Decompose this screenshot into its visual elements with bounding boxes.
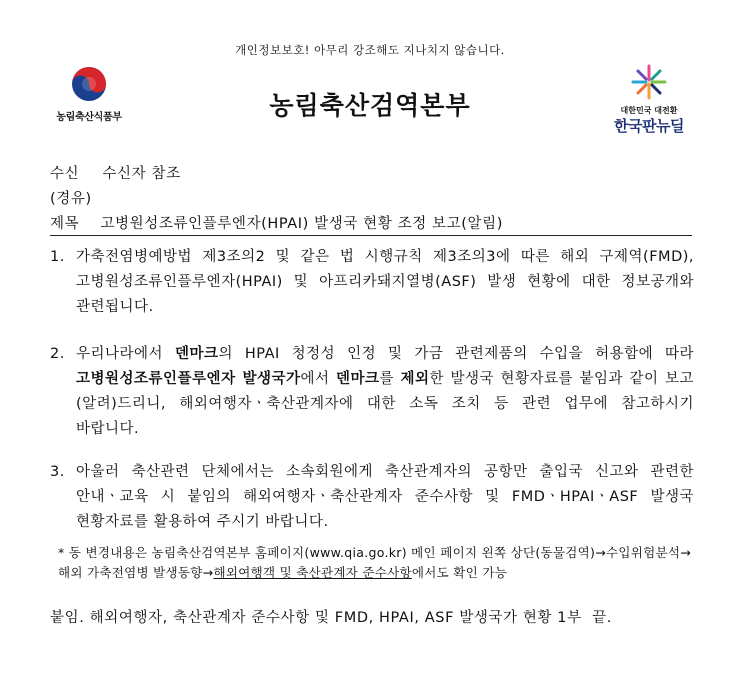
paragraph-number: 2. (50, 346, 65, 362)
new-deal-tagline: 대한민국 대전환 (620, 106, 678, 115)
recipient-value: 수신자 참조 (102, 166, 181, 182)
reference-note (58, 543, 698, 583)
paragraph-2 (50, 342, 694, 442)
paragraph-number: 1. (50, 249, 65, 265)
subject-line (50, 212, 503, 233)
new-deal-starburst-icon (629, 64, 669, 100)
underlined-run: 해외여행객 및 축산관계자 준수사항 (213, 565, 412, 580)
text-run: 에서 (300, 371, 336, 387)
header-divider (50, 235, 692, 236)
privacy-notice: 개인정보보호! 아무리 강조해도 지나치지 않습니다. (235, 43, 505, 57)
text-run: * 동 변경내용은 농림축산검역본부 홈페이지(www.qia.go.kr) 메인 페이지 왼쪽 상단(동물검역)→수입위험분석→해외 가축전염병 발생동향→ (58, 545, 692, 580)
subject-label: 제목 (50, 216, 80, 232)
new-deal-title: 한국판뉴딜 (614, 117, 684, 135)
paragraph-text (76, 342, 694, 442)
paragraph-number: 3. (50, 464, 65, 480)
recipient-label: 수신 (50, 166, 80, 182)
bold-run: 덴마크 (174, 346, 219, 362)
bold-run: 제외 (400, 371, 430, 387)
new-deal-logo (606, 64, 692, 136)
paragraph-3 (50, 460, 694, 535)
paragraph-text: 아울러 축산관련 단체에서는 소속회원에게 축산관계자의 공항만 출입국 신고와 관련한 안내ㆍ교육 시 붙임의 해외여행자ㆍ축산관계자 준수사항 및 FMDㆍHPAIㆍASF 발생국 현황자료를 활용하여 주시기 바랍니다. (76, 464, 694, 530)
subject-value: 고병원성조류인플루엔자(HPAI) 발생국 현황 조정 보고(알림) (100, 216, 503, 232)
ministry-logo-caption: 농림축산식품부 (56, 112, 122, 123)
text-run: 우리나라에서 (76, 346, 175, 362)
org-title: 농림축산검역본부 (269, 91, 471, 120)
bold-run: 고병원성조류인플루엔자 발생국가 (76, 371, 301, 387)
bold-run: 덴마크 (336, 371, 380, 387)
paragraph-1 (50, 245, 694, 320)
via-line: (경유) (50, 191, 92, 207)
recipient-line (50, 162, 181, 183)
text-run: 한 발생국 현황자료를 붙임과 같이 보고(알려)드리니, 해외여행자ㆍ축산관계자에 대한 소독 조치 등 관련 업무에 참고하시기 바랍니다. (76, 371, 694, 437)
text-run: 를 (379, 371, 401, 387)
text-run: 의 HPAI 청정성 인정 및 가금 관련제품의 수입을 허용함에 따라 (218, 346, 695, 362)
attachment-line: 붙임. 해외여행자, 축산관계자 준수사항 및 FMD, HPAI, ASF 발생국가 현황 1부 끝. (50, 610, 612, 626)
paragraph-text: 가축전염병예방법 제3조의2 및 같은 법 시행규칙 제3조의3에 따른 해외 구제역(FMD), 고병원성조류인플루엔자(HPAI) 및 아프리카돼지열병(ASF) 발생 현황에 대한 정보공개와 관련됩니다. (76, 249, 694, 315)
text-run: 에서도 확인 가능 (411, 565, 508, 580)
